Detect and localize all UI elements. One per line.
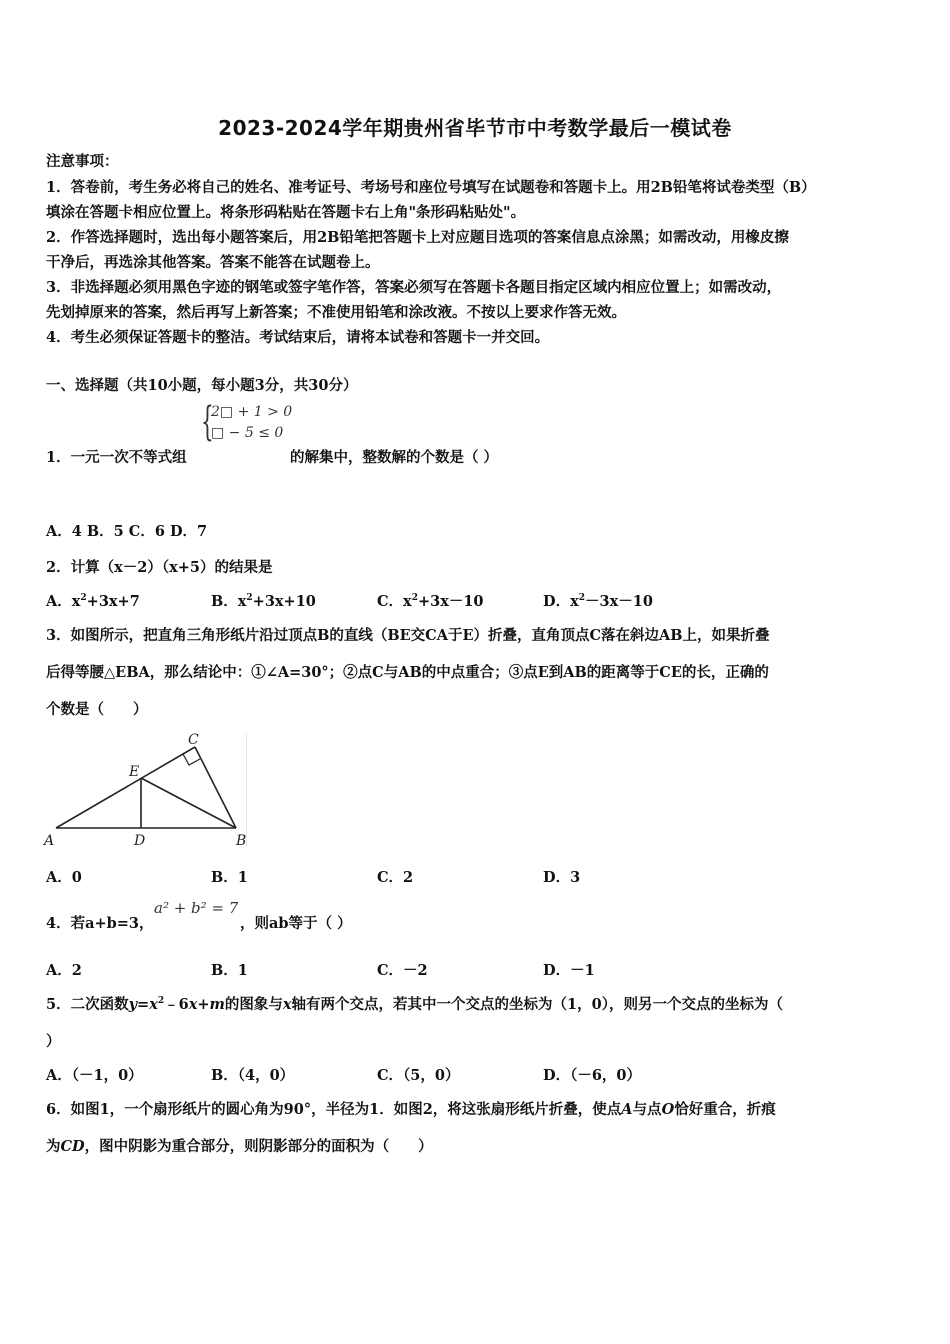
notice-line: 填涂在答题卡相应位置上。将条形码粘贴在答题卡右上角"条形码粘贴处"。 bbox=[46, 204, 526, 221]
label-c: C bbox=[188, 732, 199, 748]
q1-system-row: 2□ + 1 > 0 bbox=[211, 404, 293, 420]
notice-heading: 注意事项： bbox=[46, 153, 119, 170]
section-heading: 一、选择题（共10小题，每小题3分，共30分） bbox=[46, 377, 358, 394]
label-e: E bbox=[129, 764, 140, 780]
q2-option-b: B．$x^2+3x+10$ bbox=[211, 593, 316, 610]
notice-line: 2．作答选择题时，选出每小题答案后，用2B铅笔把答题卡上对应题目选项的答案信息点涂黑；如需改动，用橡皮擦 bbox=[46, 229, 789, 246]
q3-stem-line: 3．如图所示，把直角三角形纸片沿过顶点B的直线（BE交CA于E）折叠，直角顶点C落在斜边AB上，如果折叠 bbox=[46, 627, 770, 644]
q4-formula: a² + b² = 7 bbox=[154, 899, 239, 917]
q2-option-d: D．$x^2-3x-10$ bbox=[543, 593, 653, 610]
q3-stem-line: 后得等腰△EBA，那么结论中：①∠A=30°；②点C与AB的中点重合；③点E到AB的距离等于CE的长，正确的 bbox=[46, 664, 769, 681]
q1-stem-end: 的解集中，整数解的个数是（ ） bbox=[290, 449, 499, 466]
segment-eb bbox=[141, 778, 236, 828]
q4-stem-end: ，则ab等于（ ） bbox=[240, 915, 352, 932]
notice-line: 3．非选择题必须用黑色字迹的钢笔或签字笔作答，答案必须写在答题卡各题目指定区域内相应位置上；如需改动， bbox=[46, 279, 782, 296]
q3-option-a: A．0 bbox=[46, 869, 82, 886]
q1-system-row: □ − 5 ≤ 0 bbox=[211, 425, 284, 441]
q3-option-b: B．1 bbox=[211, 869, 248, 886]
q4-stem: 4．若a+b=3， bbox=[46, 915, 154, 932]
segment-ac bbox=[56, 747, 195, 828]
q5-stem-line: 5．二次函数$y=x^2﹣6x+m$的图象与x轴有两个交点，若其中一个交点的坐标为（1，0），则另一个交点的坐标为（ bbox=[46, 996, 783, 1013]
q5-option-b: B．（4，0） bbox=[211, 1067, 295, 1084]
q5-option-d: D．（－6，0） bbox=[543, 1067, 642, 1084]
q1-options: A．4 B．5 C．6 D．7 bbox=[46, 523, 208, 540]
q1-inequality-system bbox=[201, 399, 301, 447]
notice-line: 先划掉原来的答案，然后再写上新答案；不准使用铅笔和涂改液。不按以上要求作答无效。 bbox=[46, 304, 626, 321]
segment-cb bbox=[195, 747, 236, 828]
q5-option-a: A．（－1，0） bbox=[46, 1067, 143, 1084]
q3-stem-line: 个数是（ ） bbox=[46, 701, 148, 718]
notice-line: 干净后，再选涂其他答案。答案不能答在试题卷上。 bbox=[46, 254, 380, 271]
q3-triangle-figure bbox=[40, 728, 255, 853]
q2-option-a: A．$x^2+3x+7$ bbox=[46, 593, 140, 610]
notice-line: 1．答卷前，考生务必将自己的姓名、准考证号、考场号和座位号填写在试题卷和答题卡上。用2B铅笔将试卷类型（B） bbox=[46, 179, 816, 196]
brace-icon: { bbox=[201, 399, 214, 445]
q2-stem: 2．计算（x－2）（x+5）的结果是 bbox=[46, 559, 273, 576]
right-angle-mark bbox=[183, 754, 200, 765]
label-d: D bbox=[134, 833, 146, 849]
q3-option-d: D．3 bbox=[543, 869, 581, 886]
q6-stem-line: 6．如图1，一个扇形纸片的圆心角为90°，半径为1．如图2，将这张扇形纸片折叠，使点A与点O恰好重合，折痕 bbox=[46, 1101, 776, 1118]
q5-option-c: C．（5，0） bbox=[377, 1067, 460, 1084]
q3-option-c: C．2 bbox=[377, 869, 414, 886]
page-title: 2023-2024学年期贵州省毕节市中考数学最后一模试卷 bbox=[218, 116, 732, 140]
label-b: B bbox=[236, 833, 247, 849]
q1-stem: 1．一元一次不等式组 bbox=[46, 449, 187, 466]
q4-option-c: C．－2 bbox=[377, 962, 428, 979]
q5-stem-line: ） bbox=[46, 1033, 61, 1050]
notice-line: 4．考生必须保证答题卡的整洁。考试结束后，请将本试卷和答题卡一并交回。 bbox=[46, 329, 550, 346]
figure-border bbox=[246, 734, 247, 846]
q4-option-a: A．2 bbox=[46, 962, 82, 979]
q4-option-b: B．1 bbox=[211, 962, 248, 979]
q4-option-d: D．－1 bbox=[543, 962, 595, 979]
q2-option-c: C．$x^2+3x-10$ bbox=[377, 593, 484, 610]
q6-stem-line: 为CD，图中阴影为重合部分，则阴影部分的面积为（ ） bbox=[46, 1138, 433, 1155]
label-a: A bbox=[44, 833, 55, 849]
